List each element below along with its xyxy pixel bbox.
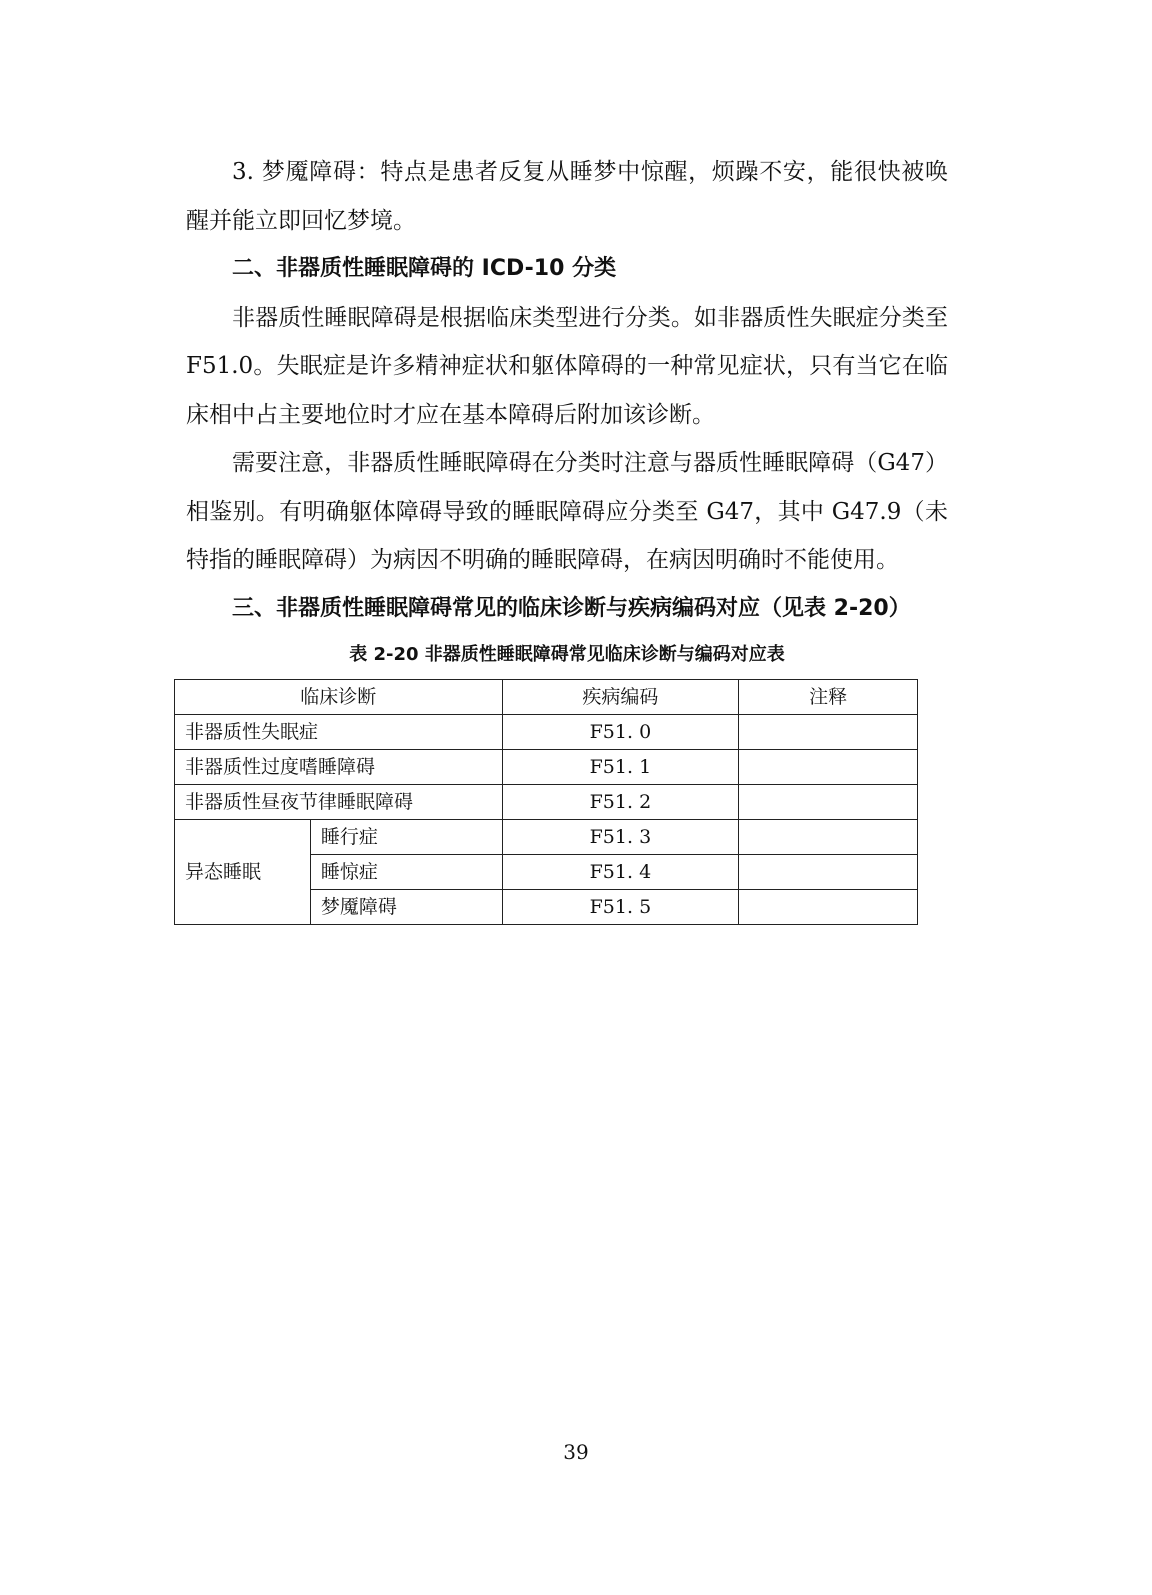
cell-diagnosis: 睡行症: [310, 820, 502, 855]
table-header-row: [175, 680, 918, 715]
cell-code: F51. 2: [502, 785, 739, 820]
diagnosis-code-table: [174, 679, 918, 925]
table-row: [175, 750, 918, 785]
cell-diagnosis: 睡惊症: [310, 855, 502, 890]
cell-diagnosis: 非器质性过度嗜睡障碍: [175, 750, 503, 785]
cell-note: [739, 855, 918, 890]
cell-note: [739, 785, 918, 820]
header-code: 疾病编码: [502, 680, 739, 715]
cell-group-parasomnia: 异态睡眠: [175, 820, 311, 925]
cell-note: [739, 820, 918, 855]
table-caption: 表 2-20 非器质性睡眠障碍常见临床诊断与编码对应表: [349, 644, 785, 665]
page-content: [186, 148, 948, 925]
header-note: 注释: [739, 680, 918, 715]
paragraph-nightmare-disorder: 3. 梦魇障碍：特点是患者反复从睡梦中惊醒，烦躁不安，能很快被唤醒并能立即回忆梦境。: [186, 159, 948, 234]
cell-code: F51. 1: [502, 750, 739, 785]
cell-note: [739, 715, 918, 750]
paragraph-note-g47: 需要注意，非器质性睡眠障碍在分类时注意与器质性睡眠障碍（G47）相鉴别。有明确躯体障碍导致的睡眠障碍应分类至 G47，其中 G47.9（未特指的睡眠障碍）为病因不明确的睡眠障碍，在病因明确时不能使用。: [186, 450, 948, 573]
cell-code: F51. 3: [502, 820, 739, 855]
cell-diagnosis: 梦魇障碍: [310, 890, 502, 925]
page-number: 39: [563, 1440, 589, 1464]
cell-code: F51. 0: [502, 715, 739, 750]
cell-note: [739, 750, 918, 785]
cell-note: [739, 890, 918, 925]
cell-diagnosis: 非器质性昼夜节律睡眠障碍: [175, 785, 503, 820]
table-row: [175, 785, 918, 820]
table-row: [175, 715, 918, 750]
cell-diagnosis: 非器质性失眠症: [175, 715, 503, 750]
table-row: [175, 820, 918, 855]
header-diagnosis: 临床诊断: [175, 680, 503, 715]
section-heading-diagnosis-coding: 三、非器质性睡眠障碍常见的临床诊断与疾病编码对应（见表 2-20）: [232, 595, 911, 621]
section-heading-icd10-classification: 二、非器质性睡眠障碍的 ICD-10 分类: [232, 256, 617, 281]
cell-code: F51. 5: [502, 890, 739, 925]
cell-code: F51. 4: [502, 855, 739, 890]
paragraph-classification: 非器质性睡眠障碍是根据临床类型进行分类。如非器质性失眠症分类至 F51.0。失眠症是许多精神症状和躯体障碍的一种常见症状，只有当它在临床相中占主要地位时才应在基本障碍后附加该诊断。: [186, 304, 948, 428]
